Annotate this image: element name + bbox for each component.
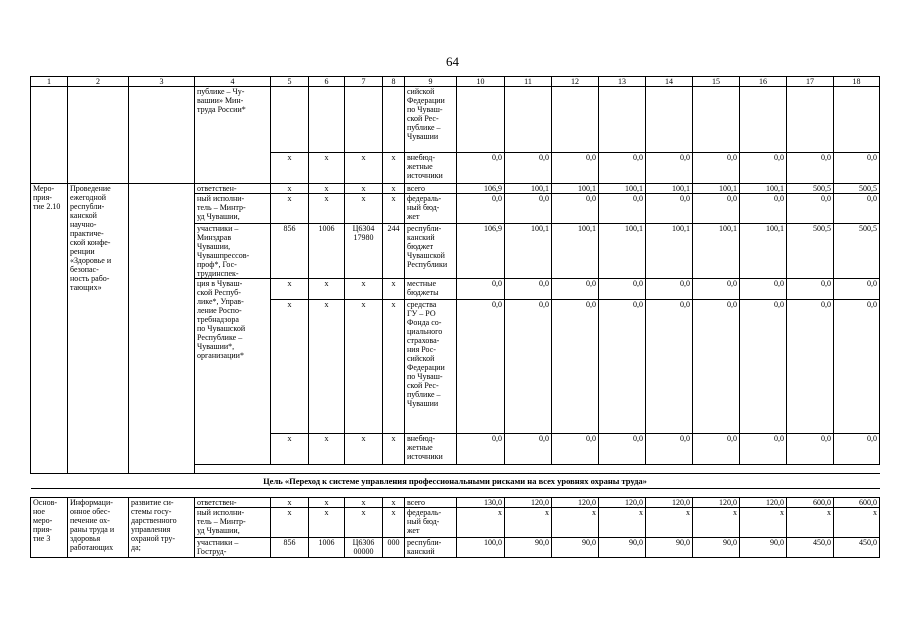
- kbk-grbs-cell: x: [271, 279, 309, 300]
- column-number: 16: [740, 77, 787, 87]
- table-row: [31, 184, 880, 194]
- kbk-expense-type-cell: 000: [383, 538, 405, 558]
- amount-cell: 0,0: [552, 279, 599, 300]
- kbk-target-cell: x: [345, 434, 383, 465]
- cell: [693, 87, 740, 153]
- amount-cell: 0,0: [693, 279, 740, 300]
- amount-cell: 90,0: [599, 538, 646, 558]
- amount-cell: 100,1: [646, 224, 693, 279]
- amount-cell: x: [457, 508, 505, 538]
- funding-source-cell: внебюд- жетные источники: [405, 434, 457, 465]
- cell: [31, 87, 68, 184]
- column-number: 7: [345, 77, 383, 87]
- amount-cell: 0,0: [787, 194, 834, 224]
- page-number: 64: [446, 54, 459, 69]
- amount-cell: 0,0: [505, 434, 552, 465]
- amount-cell: x: [787, 508, 834, 538]
- kbk-grbs-cell: x: [271, 508, 309, 538]
- kbk-section-cell: x: [309, 279, 345, 300]
- table-row: [31, 87, 880, 153]
- amount-cell: 100,1: [646, 184, 693, 194]
- funding-source-cell: федераль- ный бюд- жет: [405, 508, 457, 538]
- amount-cell: 0,0: [552, 300, 599, 434]
- budget-table: [30, 76, 880, 558]
- amount-cell: 0,0: [457, 279, 505, 300]
- amount-cell: x: [505, 508, 552, 538]
- header-row: [31, 77, 880, 87]
- participants-cell: ция в Чуваш- ской Респуб- лике*, Управ- ление Роспо- требнадзора по Чувашской Республике – Чувашии*, организации*: [195, 279, 271, 465]
- funding-source-cell: средства ГУ – РО Фонда со- циального страхова- ния Рос- сийской Федерации по Чуваш- ской Рес- публике – Чувашии: [405, 300, 457, 434]
- column-number: 8: [383, 77, 405, 87]
- amount-cell: 0,0: [693, 194, 740, 224]
- participants-cell: ный исполни- тель – Минтр- уд Чувашии,: [195, 194, 271, 224]
- cell: [129, 87, 195, 184]
- cell: [787, 87, 834, 153]
- cell: [129, 184, 195, 474]
- amount-cell: 600,0: [787, 498, 834, 508]
- amount-cell: 90,0: [552, 538, 599, 558]
- participants-cell: участники – Минздрав Чувашии, Чувашпрессов- проф*, Гос- трудинспек-: [195, 224, 271, 279]
- amount-cell: x: [834, 508, 880, 538]
- amount-cell: 0,0: [457, 194, 505, 224]
- column-number: 14: [646, 77, 693, 87]
- column-number: 6: [309, 77, 345, 87]
- funding-source-cell: республи- канский: [405, 538, 457, 558]
- amount-cell: 0,0: [646, 279, 693, 300]
- amount-cell: 0,0: [457, 153, 505, 184]
- cell: [740, 87, 787, 153]
- kbk-expense-type-cell: x: [383, 498, 405, 508]
- amount-cell: 0,0: [505, 194, 552, 224]
- amount-cell: x: [693, 508, 740, 538]
- amount-cell: 0,0: [599, 194, 646, 224]
- column-number: 15: [693, 77, 740, 87]
- amount-cell: 100,1: [599, 224, 646, 279]
- kbk-section-cell: x: [309, 300, 345, 434]
- column-number: 17: [787, 77, 834, 87]
- participants-cell: ответствен-: [195, 184, 271, 194]
- cell: [309, 87, 345, 153]
- amount-cell: 120,0: [740, 498, 787, 508]
- measure-name-cell: Проведение ежегодной республи- канской научно- практиче- ской конфе- ренции «Здоровье и безопас- ность рабо- тающих»: [68, 184, 129, 474]
- amount-cell: x: [552, 508, 599, 538]
- amount-cell: 0,0: [599, 300, 646, 434]
- kbk-grbs-cell: x: [271, 498, 309, 508]
- cell: [457, 87, 505, 153]
- kbk-expense-type-cell: x: [383, 279, 405, 300]
- amount-cell: 0,0: [787, 279, 834, 300]
- kbk-section-cell: x: [309, 194, 345, 224]
- kbk-grbs-cell: x: [271, 194, 309, 224]
- amount-cell: 0,0: [505, 300, 552, 434]
- funding-source-cell: внебюд- жетные источники: [405, 153, 457, 184]
- column-number: 18: [834, 77, 880, 87]
- amount-cell: 0,0: [457, 300, 505, 434]
- funding-source-cell: республи- канский бюджет Чувашской Республики: [405, 224, 457, 279]
- column-number: 5: [271, 77, 309, 87]
- table-row: [31, 498, 880, 508]
- amount-cell: 0,0: [834, 279, 880, 300]
- amount-cell: 0,0: [457, 434, 505, 465]
- amount-cell: 500,5: [834, 224, 880, 279]
- amount-cell: 0,0: [834, 153, 880, 184]
- kbk-section-cell: x: [309, 434, 345, 465]
- kbk-expense-type-cell: x: [383, 194, 405, 224]
- participants-cell: публике – Чу- вашии» Мин- труда России*: [195, 87, 271, 184]
- cell: [599, 87, 646, 153]
- measure-id-cell: Меро- прия- тие 2.10: [31, 184, 68, 474]
- amount-cell: 0,0: [740, 194, 787, 224]
- column-number: 11: [505, 77, 552, 87]
- kbk-grbs-cell: x: [271, 153, 309, 184]
- amount-cell: 0,0: [834, 434, 880, 465]
- kbk-section-cell: 1006: [309, 538, 345, 558]
- kbk-grbs-cell: x: [271, 434, 309, 465]
- kbk-target-cell: x: [345, 279, 383, 300]
- amount-cell: 0,0: [646, 300, 693, 434]
- funding-source-cell: сийской Федерации по Чуваш- ской Рес- публике – Чувашии: [405, 87, 457, 153]
- kbk-target-cell: x: [345, 498, 383, 508]
- kbk-section-cell: x: [309, 184, 345, 194]
- amount-cell: 500,5: [787, 224, 834, 279]
- amount-cell: 0,0: [787, 434, 834, 465]
- amount-cell: 120,0: [693, 498, 740, 508]
- amount-cell: 120,0: [599, 498, 646, 508]
- amount-cell: 100,1: [599, 184, 646, 194]
- amount-cell: 0,0: [646, 194, 693, 224]
- kbk-target-cell: x: [345, 300, 383, 434]
- column-number: 13: [599, 77, 646, 87]
- kbk-grbs-cell: 856: [271, 224, 309, 279]
- kbk-target-cell: x: [345, 153, 383, 184]
- amount-cell: 90,0: [740, 538, 787, 558]
- amount-cell: 0,0: [693, 300, 740, 434]
- amount-cell: 0,0: [740, 279, 787, 300]
- amount-cell: 500,5: [787, 184, 834, 194]
- amount-cell: 90,0: [505, 538, 552, 558]
- column-number: 4: [195, 77, 271, 87]
- funding-source-cell: всего: [405, 498, 457, 508]
- amount-cell: x: [599, 508, 646, 538]
- goal-title: Цель «Переход к системе управления профессиональными рисками на всех уровнях охраны труда»: [31, 474, 880, 489]
- kbk-grbs-cell: 856: [271, 538, 309, 558]
- amount-cell: 130,0: [457, 498, 505, 508]
- amount-cell: 90,0: [693, 538, 740, 558]
- kbk-expense-type-cell: x: [383, 300, 405, 434]
- kbk-expense-type-cell: 244: [383, 224, 405, 279]
- amount-cell: 0,0: [646, 153, 693, 184]
- spacer-row: [31, 489, 880, 498]
- amount-cell: 0,0: [693, 153, 740, 184]
- kbk-section-cell: x: [309, 153, 345, 184]
- amount-cell: 0,0: [599, 279, 646, 300]
- amount-cell: 0,0: [505, 153, 552, 184]
- kbk-grbs-cell: x: [271, 184, 309, 194]
- kbk-target-cell: Ц6306 00000: [345, 538, 383, 558]
- amount-cell: 100,1: [505, 224, 552, 279]
- cell: [552, 87, 599, 153]
- amount-cell: 120,0: [646, 498, 693, 508]
- amount-cell: 0,0: [693, 434, 740, 465]
- column-number: 3: [129, 77, 195, 87]
- amount-cell: 106,9: [457, 184, 505, 194]
- kbk-section-cell: x: [309, 498, 345, 508]
- kbk-target-cell: x: [345, 184, 383, 194]
- amount-cell: 450,0: [834, 538, 880, 558]
- funding-source-cell: местные бюджеты: [405, 279, 457, 300]
- amount-cell: 120,0: [505, 498, 552, 508]
- amount-cell: 0,0: [552, 153, 599, 184]
- amount-cell: 100,1: [693, 184, 740, 194]
- measure-name-cell: Информаци- онное обес- печение ох- раны труда и здоровья работающих: [68, 498, 129, 558]
- funding-source-cell: всего: [405, 184, 457, 194]
- kbk-target-cell: Ц6304 17980: [345, 224, 383, 279]
- kbk-expense-type-cell: x: [383, 153, 405, 184]
- amount-cell: 0,0: [740, 300, 787, 434]
- cell: [505, 87, 552, 153]
- kbk-expense-type-cell: x: [383, 434, 405, 465]
- measure-goal-cell: развитие си- стемы госу- дарственного управления охраной тру- да;: [129, 498, 195, 558]
- amount-cell: 0,0: [552, 434, 599, 465]
- cell: [383, 87, 405, 153]
- amount-cell: 0,0: [834, 300, 880, 434]
- kbk-section-cell: x: [309, 508, 345, 538]
- amount-cell: x: [740, 508, 787, 538]
- amount-cell: 0,0: [599, 153, 646, 184]
- amount-cell: 100,1: [552, 184, 599, 194]
- cell: [345, 87, 383, 153]
- amount-cell: 90,0: [646, 538, 693, 558]
- amount-cell: 100,1: [740, 224, 787, 279]
- amount-cell: 0,0: [505, 279, 552, 300]
- goal-row: [31, 474, 880, 489]
- participants-cell: ответствен-: [195, 498, 271, 508]
- cell: [68, 87, 129, 184]
- amount-cell: 0,0: [834, 194, 880, 224]
- amount-cell: 0,0: [740, 434, 787, 465]
- kbk-expense-type-cell: x: [383, 508, 405, 538]
- cell: [271, 87, 309, 153]
- column-number: 12: [552, 77, 599, 87]
- amount-cell: 100,1: [552, 224, 599, 279]
- amount-cell: 100,1: [740, 184, 787, 194]
- kbk-expense-type-cell: x: [383, 184, 405, 194]
- amount-cell: 500,5: [834, 184, 880, 194]
- kbk-target-cell: x: [345, 508, 383, 538]
- participants-cell: участники – Гоструд-: [195, 538, 271, 558]
- amount-cell: 0,0: [787, 300, 834, 434]
- amount-cell: 100,0: [457, 538, 505, 558]
- kbk-grbs-cell: x: [271, 300, 309, 434]
- cell: [646, 87, 693, 153]
- measure-id-cell: Основ- ное меро- прия- тие 3: [31, 498, 68, 558]
- amount-cell: x: [646, 508, 693, 538]
- column-number: 9: [405, 77, 457, 87]
- amount-cell: 100,1: [505, 184, 552, 194]
- column-number: 2: [68, 77, 129, 87]
- amount-cell: 0,0: [740, 153, 787, 184]
- amount-cell: 450,0: [787, 538, 834, 558]
- cell: [834, 87, 880, 153]
- amount-cell: 120,0: [552, 498, 599, 508]
- kbk-section-cell: 1006: [309, 224, 345, 279]
- amount-cell: 0,0: [646, 434, 693, 465]
- participants-cell: ный исполни- тель – Минтр- уд Чувашии,: [195, 508, 271, 538]
- amount-cell: 600,0: [834, 498, 880, 508]
- amount-cell: 0,0: [599, 434, 646, 465]
- column-number: 10: [457, 77, 505, 87]
- amount-cell: 0,0: [787, 153, 834, 184]
- funding-source-cell: федераль- ный бюд- жет: [405, 194, 457, 224]
- amount-cell: 100,1: [693, 224, 740, 279]
- amount-cell: 106,9: [457, 224, 505, 279]
- column-number: 1: [31, 77, 68, 87]
- kbk-target-cell: x: [345, 194, 383, 224]
- amount-cell: 0,0: [552, 194, 599, 224]
